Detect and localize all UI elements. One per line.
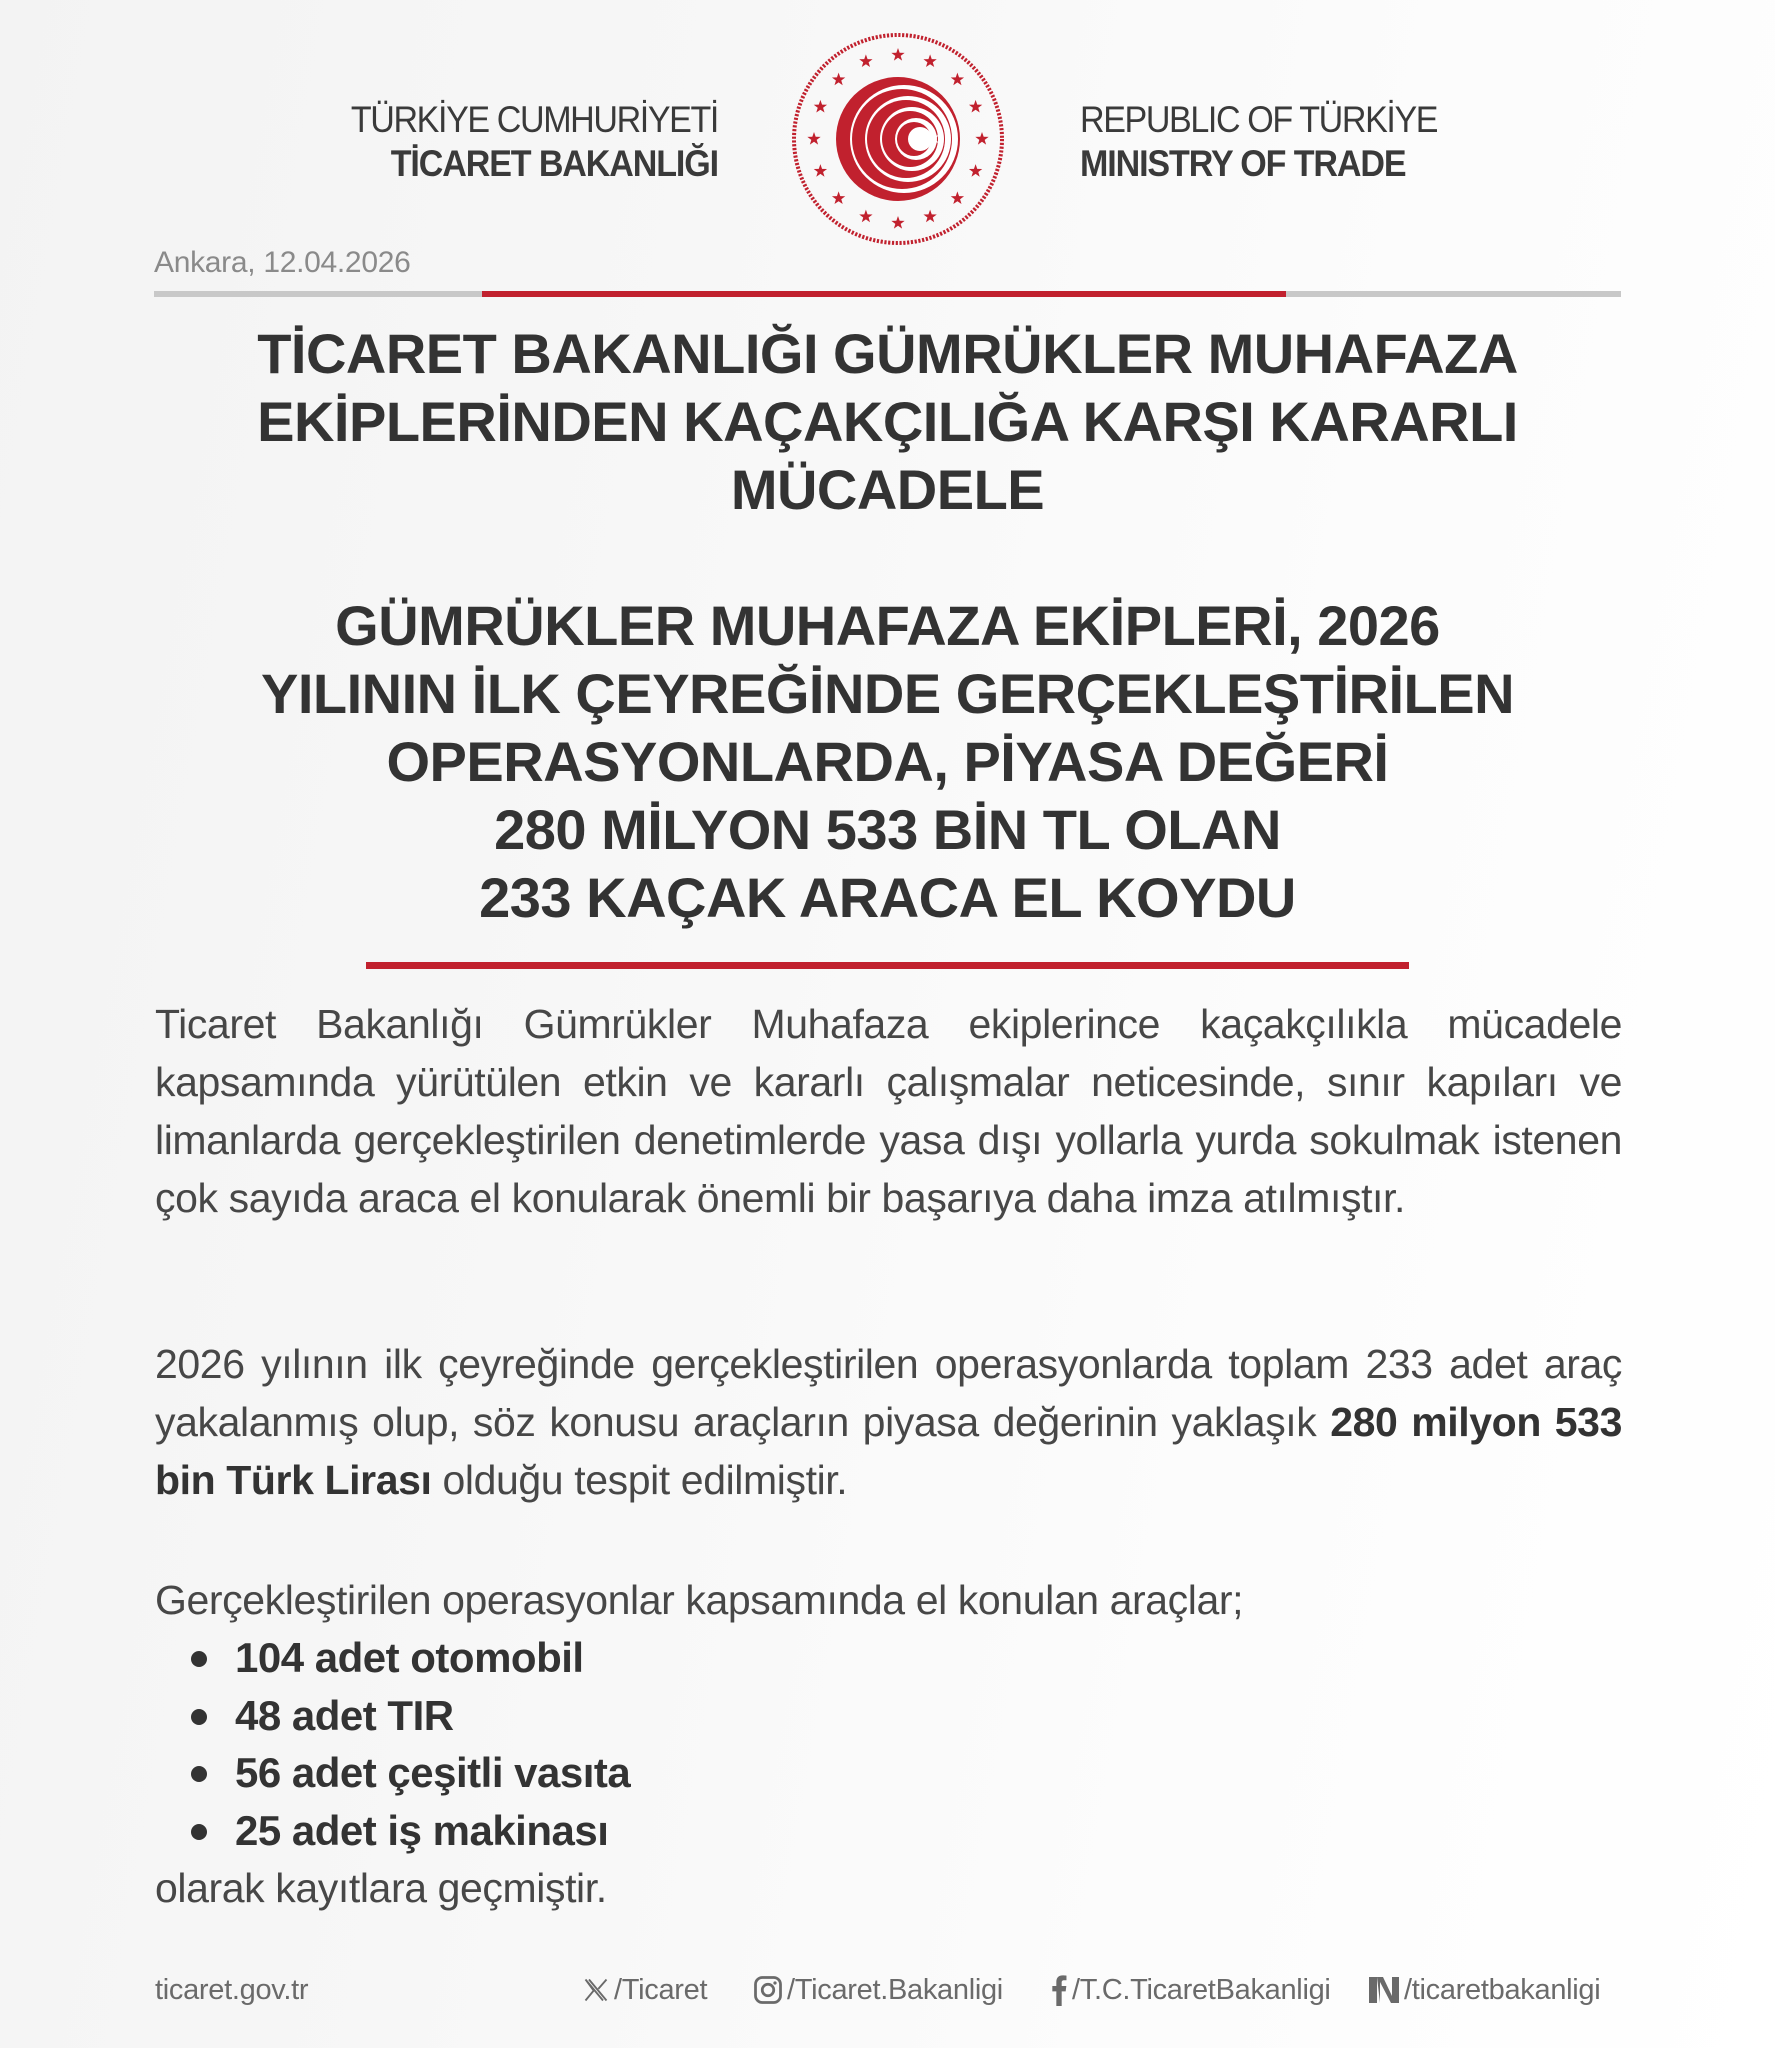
bullet-icon: [191, 1824, 207, 1840]
social-instagram-link[interactable]: [753, 1970, 1003, 2010]
title-line: MÜCADELE: [730, 458, 1045, 521]
list-item: [155, 1802, 630, 1860]
social-nsosyal-handle: /ticaretbakanligi: [1404, 1974, 1601, 2006]
seized-vehicles-list: [155, 1629, 630, 1859]
facebook-icon: [1050, 1974, 1072, 2006]
dateline: Ankara, 12.04.2026: [154, 246, 411, 279]
section-divider: [366, 962, 1409, 969]
body-paragraph-1: Ticaret Bakanlığı Gümrükler Muhafaza ekiplerince kaçakçılıkla mücadele kapsamında yürütülen etkin ve kararlı çalışmalar neticesinde, sınır kapıları ve limanlarda gerçekleştirilen denetimlerde yasa dışı yollarla yurda sokulmak istenen çok sayıda araca el konularak önemli bir başarıya daha imza atılmıştır.: [155, 1001, 1622, 1221]
subtitle-line: OPERASYONLARDA, PİYASA DEĞERİ: [386, 730, 1389, 793]
list-item: [155, 1629, 630, 1687]
header-rule-accent: [482, 291, 1286, 297]
subtitle-line: YILININ İLK ÇEYREĞİNDE GERÇEKLEŞTİRİLEN: [260, 662, 1515, 725]
page-subtitle: [140, 592, 1635, 932]
list-item-text: 48 adet TIR: [235, 1691, 454, 1739]
social-x-link[interactable]: [582, 1970, 707, 2010]
body-paragraph-2: [155, 1335, 1622, 1509]
bullet-icon: [191, 1651, 207, 1667]
social-instagram-handle: /Ticaret.Bakanligi: [787, 1974, 1003, 2006]
paragraph-2-text-end: olduğu tespit edilmiştir.: [431, 1457, 848, 1503]
bullet-icon: [191, 1709, 207, 1725]
ministry-emblem-icon: [790, 31, 1006, 247]
subtitle-line: 233 KAÇAK ARACA EL KOYDU: [479, 866, 1296, 929]
list-item-text: 25 adet iş makinası: [235, 1806, 609, 1854]
social-facebook-link[interactable]: [1050, 1970, 1331, 2010]
title-line: TİCARET BAKANLIĞI GÜMRÜKLER MUHAFAZA: [257, 322, 1518, 385]
title-line: EKİPLERİNDEN KAÇAKÇILIĞA KARŞI KARARLI: [257, 390, 1518, 453]
website-link[interactable]: ticaret.gov.tr: [155, 1974, 309, 2006]
list-item-text: 104 adet otomobil: [235, 1634, 584, 1681]
subtitle-line: 280 MİLYON 533 BİN TL OLAN: [494, 798, 1281, 861]
header-ministry-en: MINISTRY OF TRADE: [1080, 143, 1406, 184]
page-title: [140, 320, 1635, 524]
header-republic-en: REPUBLIC OF TÜRKİYE: [1080, 99, 1438, 140]
header-right-title: [1080, 98, 1580, 186]
market-value-highlight: 280 milyon 533 bin Türk Lirası: [155, 1399, 1622, 1503]
header-left-title: [220, 98, 718, 186]
closing-line: olarak kayıtlara geçmiştir.: [155, 1865, 607, 1911]
x-icon: [582, 1976, 614, 2004]
list-item: [155, 1744, 630, 1802]
social-x-handle: /Ticaret: [614, 1974, 708, 2006]
bullet-icon: [191, 1766, 207, 1782]
list-intro: Gerçekleştirilen operasyonlar kapsamında el konulan araçlar;: [155, 1577, 1244, 1623]
instagram-icon: [753, 1975, 787, 2005]
list-item-text: 56 adet çeşitli vasıta: [235, 1749, 631, 1796]
social-nsosyal-link[interactable]: [1368, 1970, 1600, 2010]
header-republic-tr: TÜRKİYE CUMHURİYETİ: [350, 99, 718, 140]
social-facebook-handle: /T.C.TicaretBakanligi: [1072, 1974, 1331, 2006]
header-ministry-tr: TİCARET BAKANLIĞI: [390, 143, 718, 184]
nsosyal-icon: [1368, 1976, 1404, 2004]
subtitle-line: GÜMRÜKLER MUHAFAZA EKİPLERİ, 2026: [335, 594, 1440, 657]
list-item: [155, 1687, 630, 1745]
paragraph-2-text-start: 2026 yılının ilk çeyreğinde gerçekleştirilen operasyonlarda toplam 233 adet araç yakalanmış olup, söz konusu araçların piyasa değerinin yaklaşık: [155, 1341, 1622, 1445]
